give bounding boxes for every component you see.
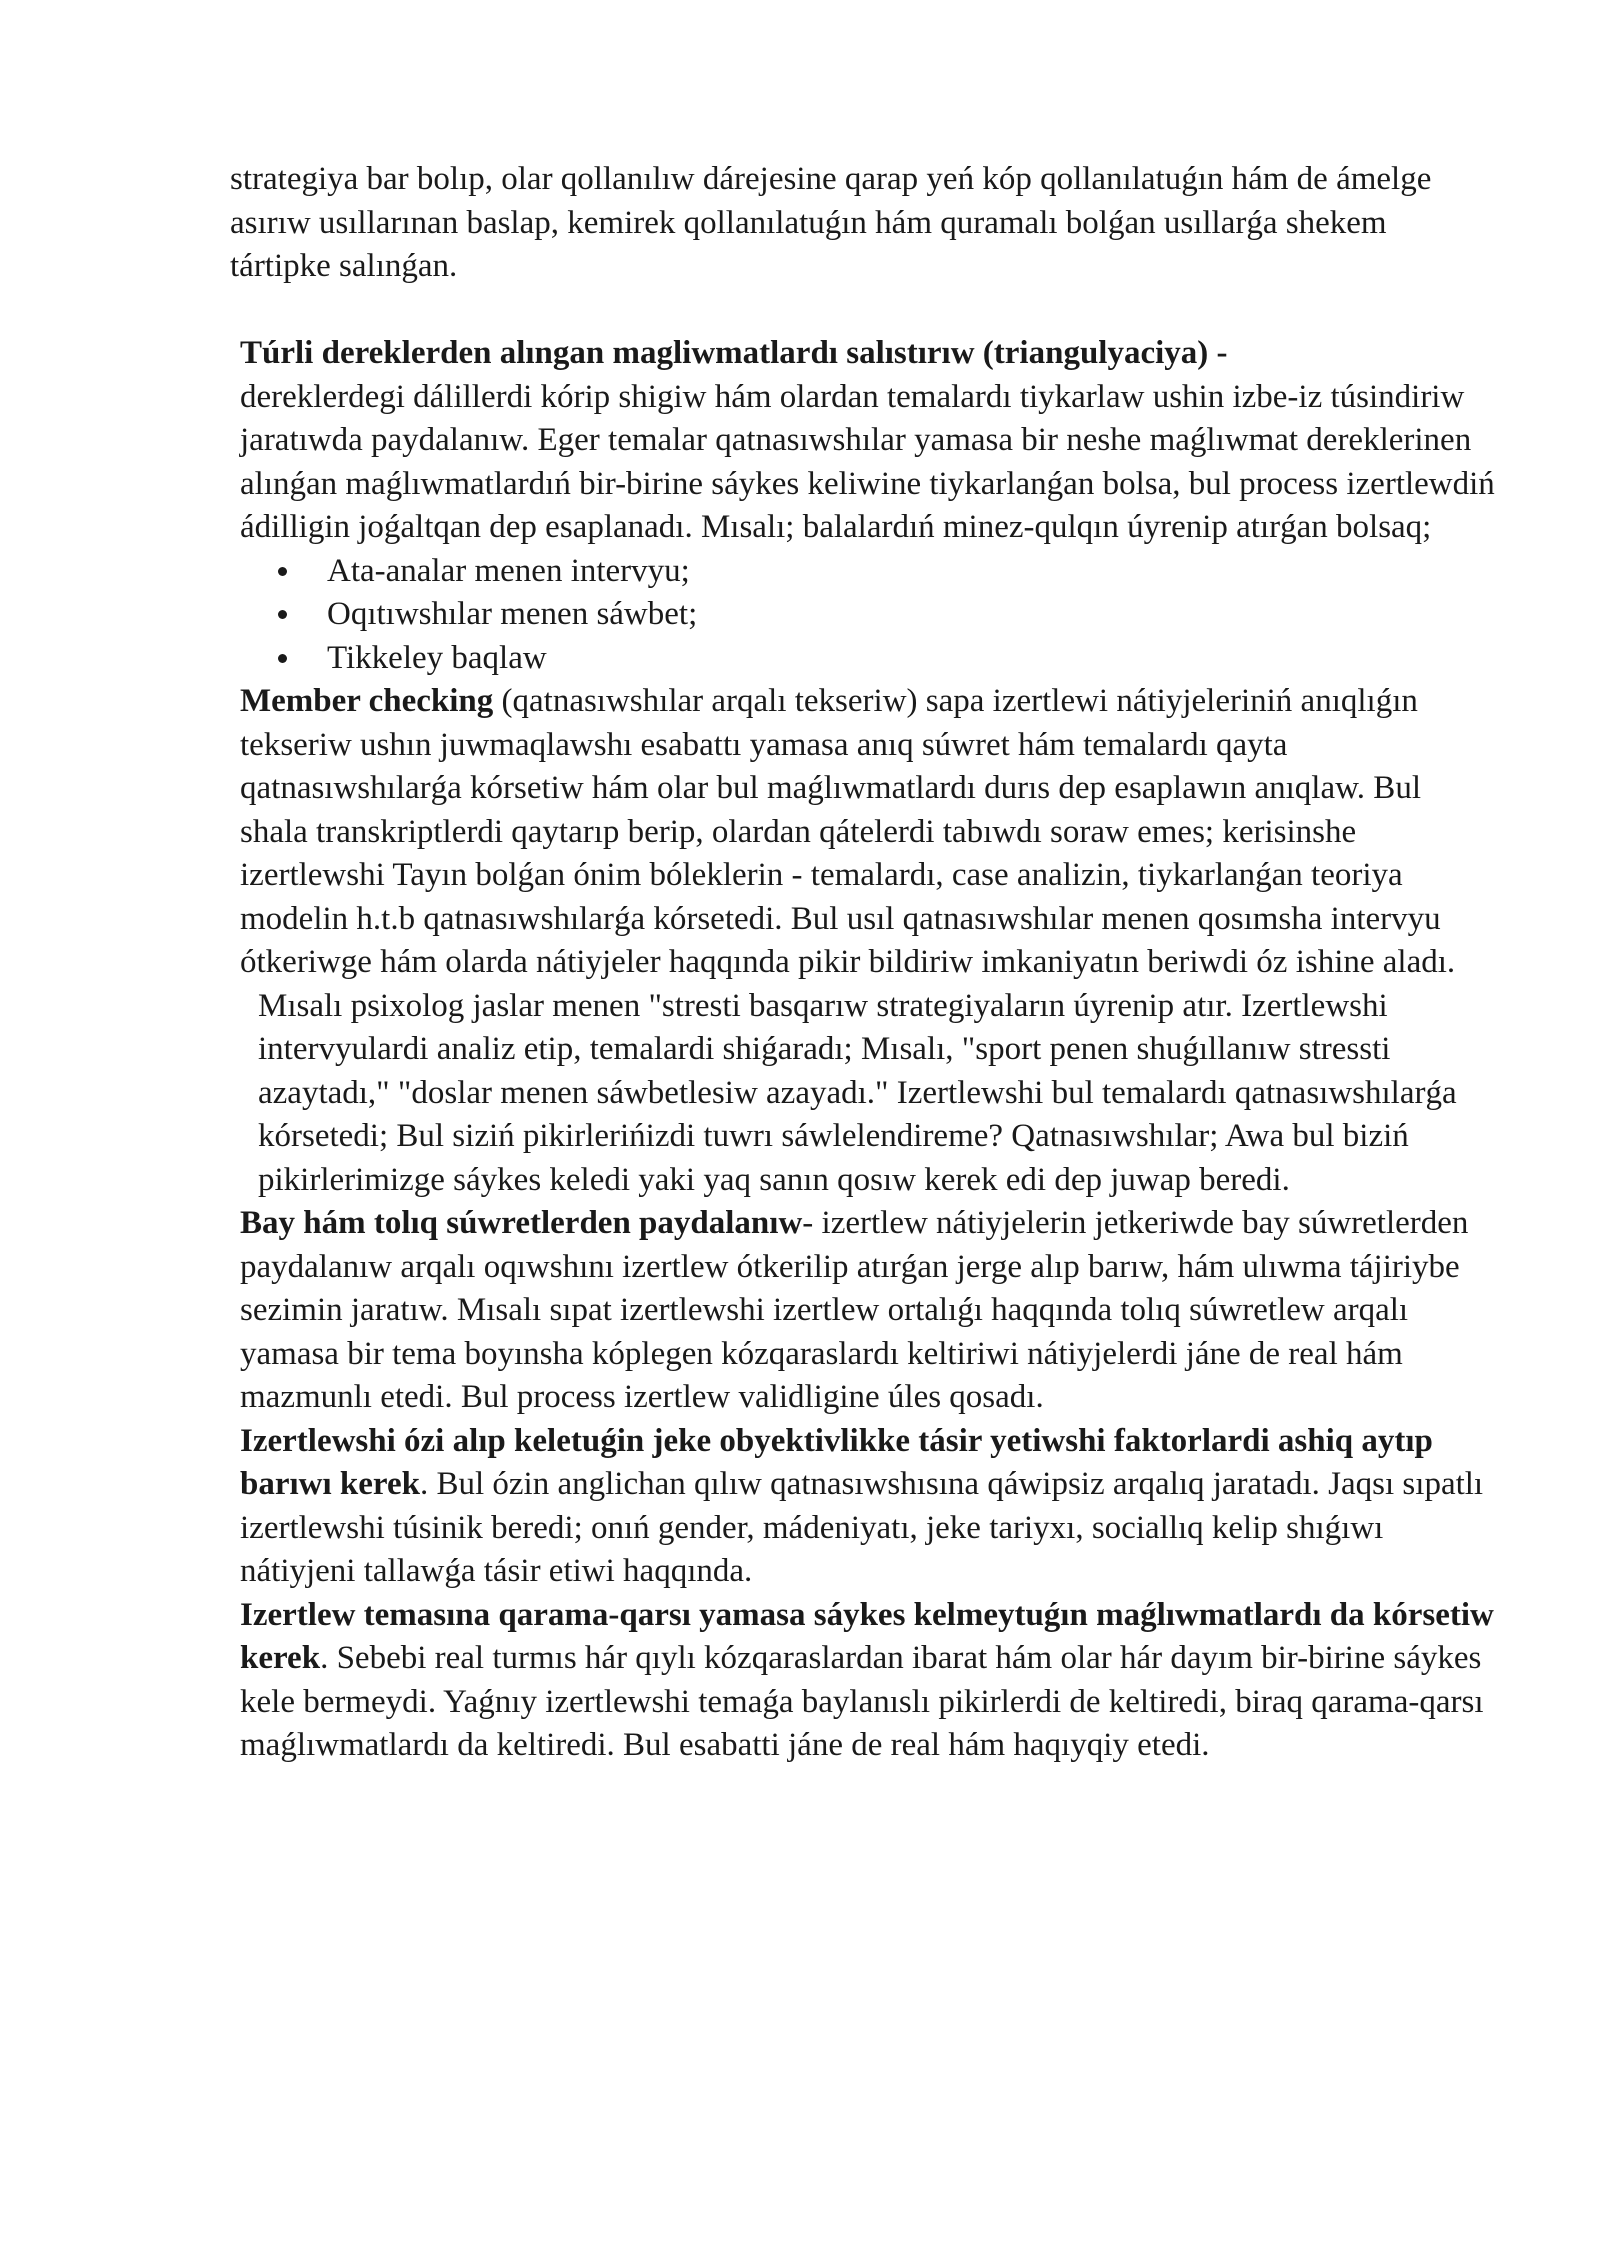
rich-description-text: - izertlew nátiyjelerin jetkeriwde bay súwretlerden paydalanıw arqalı oqıwshını izertlew ótkerilip atırǵan jerge alıp barıw, hám ulıwma tájiriybe sezimin jaratıw. Mısalı sıpat izertlewshi izertlew ortalıǵı haqqında tolıq súwretlew arqalı yamasa bir tema boyınsha kóplegen kózqaraslardı keltiriwi nátiyjelerdi jáne de real hám mazmunlı etedi. Bul process izertlew validligine úles qosadı. [240, 1205, 1469, 1415]
triangulation-text: dereklerdegi dálillerdi kórip shigiw hám olardan temalardı tiykarlaw ushin izbe-iz túsindiriw jaratıwda paydalanıw. Eger temalar qatnasıwshılar yamasa bir neshe maǵlıwmat dereklerinen alınǵan maǵlıwmatlardıń bir-birine sáykes keliwine tiykarlanǵan bolsa, bul process izertlewdiń ádilligin joǵaltqan dep esaplanadı. Mısalı; balalardıń minez-qulqın úyrenip atırǵan bolsaq; [240, 378, 1495, 545]
list-item-text: Oqıtıwshılar menen sáwbet; [327, 596, 698, 632]
heading-rich-description: Bay hám tolıq súwretlerden paydalanıw [240, 1205, 803, 1241]
blank-line [230, 289, 1495, 333]
paragraph-triangulation [230, 332, 1495, 550]
document-page [230, 158, 1495, 1768]
reflexivity-text: . Bul ózin anglichan qılıw qatnasıwshısına qáwipsiz arqalıq jaratadı. Jaqsı sıpatlı izertlewshi túsinik beredi; onıń gender, mádeniyatı, jeke tariyxı, sociallıq kelip shıǵıwı nátiyjeni tallawǵa tásir etiwi haqqında. [240, 1466, 1484, 1589]
negative-cases-text: . Sebebi real turmıs hár qıylı kózqaraslardan ibarat hám olar hár dayım bir-birine sáykes kele bermeydi. Yaǵnıy izertlewshi temaǵa baylanıslı pikirlerdi de keltiredi, biraq qarama-qarsı maǵlıwmatlardı da keltiredi. Bul esabatti jáne de real hám haqıyqiy etedi. [240, 1640, 1484, 1763]
paragraph-intro: strategiya bar bolıp, olar qollanılıw dárejesine qarap yeń kóp qollanılatuǵın hám de ámelge asırıw usıllarınan baslap, kemirek qollanılatuǵın hám quramalı bolǵan usıllarǵa shekem tártipke salınǵan. [230, 161, 1432, 284]
bullet-icon [278, 610, 287, 619]
heading-member-checking: Member checking [240, 683, 494, 719]
list-item [230, 593, 1495, 637]
member-checking-text: (qatnasıwshılar arqalı tekseriw) sapa izertlewi nátiyjeleriniń anıqlıǵın tekseriw ushın juwmaqlawshı esabattı yamasa anıq súwret hám temalardı qayta qatnasıwshılarǵa kórsetiw hám olar bul maǵlıwmatlardı durıs dep esaplawın anıqlaw. Bul shala transkriptlerdi qaytarıp berip, olardan qátelerdi tabıwdı soraw emes; kerisinshe izertlewshi Tayın bolǵan ónim bóleklerin - temalardı, case analizin, tiykarlanǵan teoriya modelin h.t.b qatnasıwshılarǵa kórsetedi. Bul usıl qatnasıwshılar menen qosımsha intervyu ótkeriwge hám olarda nátiyjeler haqqında pikir bildiriw imkaniyatın beriwdi óz ishine aladı. [240, 683, 1456, 980]
paragraph-negative-cases [230, 1594, 1495, 1768]
list-item [230, 637, 1495, 681]
heading-negative-cases: Izertlew temasına qarama-qarsı yamasa sáykes kelmeytuǵın maǵlıwmatlardı da kórsetiw kerek [240, 1596, 1494, 1676]
paragraph-rich-description [230, 1202, 1495, 1420]
paragraph-member-checking [230, 680, 1495, 985]
list-item-text: Ata-analar menen intervyu; [327, 552, 690, 589]
paragraph-example: Mısalı psixolog jaslar menen "stresti basqarıw strategiyaların úyrenip atır. Izertlewshi intervyulardi analiz etip, temalardi shiǵaradı; Mısalı, "sport penen shuǵıllanıw stressti azaytadı," "doslar menen sáwbetlesiw azayadı." Izertlewshi bul temalardı qatnasıwshılarǵa kórsetedi; Bul siziń pikirlerińizdi tuwrı sáwlelendireme? Qatnasıwshılar; Awa bul biziń pikirlerimizge sáykes keledi yaki yaq sanın qosıw kerek edi dep juwap beredi. [258, 987, 1457, 1198]
bullet-icon [278, 567, 287, 576]
heading-triangulation: Túrli dereklerden alıngan magliwmatlardı salıstırıw (triangulyaciya) - [240, 335, 1228, 371]
bullet-list [230, 550, 1495, 681]
bullet-icon [278, 654, 287, 663]
heading-reflexivity: Izertlewshi ózi alıp keletuǵin jeke obyektivlikke tásir yetiwshi faktorlardi ashiq aytıp barıwı kerek [240, 1422, 1433, 1502]
list-item [230, 550, 1495, 594]
list-item-text: Tikkeley baqlaw [327, 639, 547, 676]
paragraph-reflexivity [230, 1420, 1495, 1594]
